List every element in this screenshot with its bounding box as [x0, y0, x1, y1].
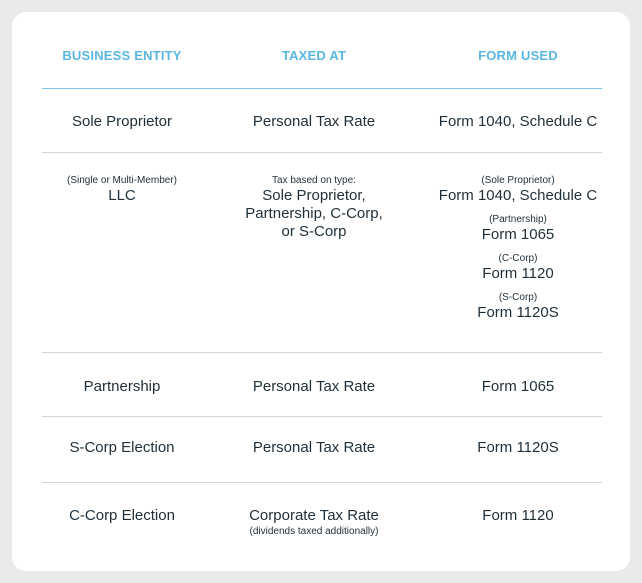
llc-form: Form 1120S [477, 304, 559, 321]
row-sole-proprietor-entity: Sole Proprietor [71, 113, 173, 130]
row-c-corp-taxed [214, 507, 414, 538]
llc-form-note: (Sole Proprietor) [481, 175, 555, 186]
llc-entity-label: LLC [108, 187, 136, 204]
row-s-corp-form: Form 1120S [477, 439, 559, 456]
row-partnership-taxed: Personal Tax Rate [252, 378, 376, 395]
row-c-corp-entity: C-Corp Election [69, 507, 175, 524]
llc-taxed-line: Sole Proprietor, [262, 187, 366, 204]
llc-taxed-line: or S-Corp [281, 223, 347, 240]
row-divider [42, 482, 602, 483]
row-partnership-form: Form 1065 [481, 378, 555, 395]
llc-taxed-line: Partnership, C-Corp, [245, 205, 383, 222]
header-taxed-at: TAXED AT [281, 48, 347, 63]
header-divider [42, 88, 602, 89]
llc-entity-note: (Single or Multi-Member) [66, 175, 178, 186]
llc-taxed-note: Tax based on type: [272, 175, 356, 186]
row-sole-proprietor-form: Form 1040, Schedule C [438, 113, 598, 130]
row-divider [42, 352, 602, 353]
header-form-used: FORM USED [478, 48, 558, 63]
llc-form-note: (Partnership) [489, 214, 547, 225]
row-divider [42, 416, 602, 417]
row-sole-proprietor-taxed: Personal Tax Rate [252, 113, 376, 130]
row-llc-forms [418, 174, 618, 322]
row-llc-taxed [214, 174, 414, 241]
llc-form: Form 1065 [481, 226, 555, 243]
header-business-entity: BUSINESS ENTITY [62, 48, 182, 63]
table-header [12, 12, 630, 90]
row-llc-entity [22, 174, 222, 205]
row-partnership-entity: Partnership [83, 378, 161, 395]
c-corp-taxed-note: (dividends taxed additionally) [249, 526, 379, 537]
llc-form-note: (S-Corp) [498, 292, 538, 303]
row-divider [42, 152, 602, 153]
row-s-corp-entity: S-Corp Election [69, 439, 175, 456]
row-s-corp-taxed: Personal Tax Rate [252, 439, 376, 456]
row-c-corp-form: Form 1120 [482, 507, 554, 524]
c-corp-taxed-label: Corporate Tax Rate [249, 507, 379, 524]
tax-comparison-card [12, 12, 630, 571]
llc-form: Form 1040, Schedule C [438, 187, 598, 204]
llc-form-note: (C-Corp) [498, 253, 538, 264]
llc-form: Form 1120 [482, 265, 554, 282]
